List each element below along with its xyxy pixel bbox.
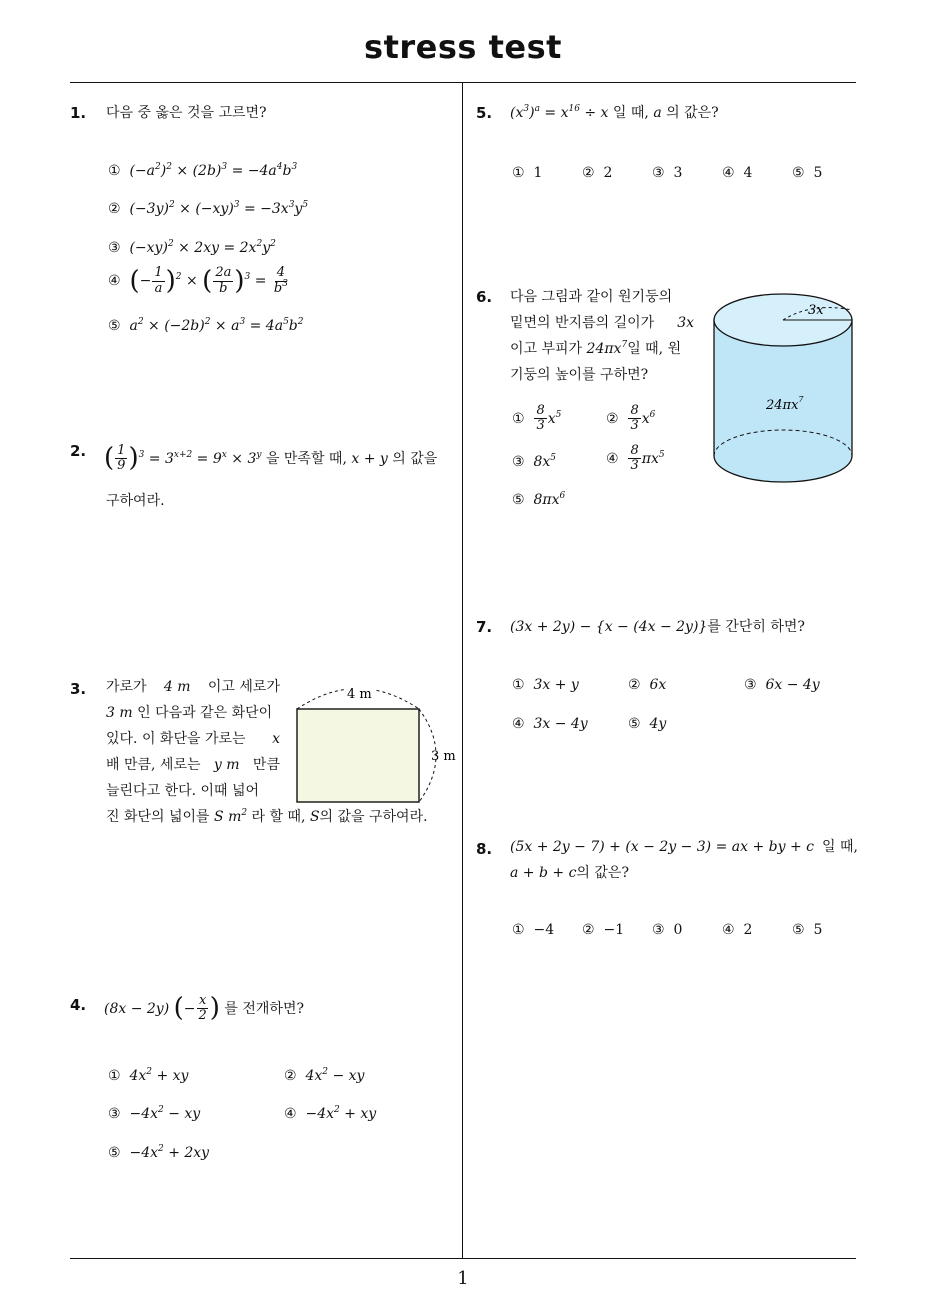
q3-number: 3.	[70, 680, 87, 698]
q8-number: 8.	[476, 840, 493, 858]
q4-option-2[interactable]: ② $4x^2$ − xy	[284, 1067, 365, 1084]
q6-prompt: 다음 그림과 같이 원기둥의 밑면의 반지름의 길이가 3x 이고 부피가 $24\pi x^7$일 때, 원 기둥의 높이를 구하면?	[510, 289, 694, 383]
option-mark: ③	[108, 240, 121, 256]
header-rule	[70, 82, 856, 83]
q7-option-2[interactable]: ② 6x	[628, 677, 667, 693]
q4-prompt: (8x − 2y) (− $\frac{x}{2}$ ) 를 전개하면?	[104, 993, 304, 1024]
page-title: stress test	[364, 28, 562, 66]
q4-number: 4.	[70, 996, 87, 1014]
footer-rule	[70, 1258, 856, 1259]
option-mark: ④	[108, 273, 121, 289]
q6-option-3[interactable]: ③ $8x^5$	[512, 453, 557, 470]
q1-option-3[interactable]: ③ $(-xy)^2 \times 2xy = 2x^2y^2$	[108, 239, 276, 256]
q6-option-1[interactable]: ① $\frac{8}{3}$ $x^5$	[512, 403, 562, 434]
q6-option-4[interactable]: ④ $\frac{8}{3}$ $\pi x^5$	[606, 443, 665, 474]
q5-option-2[interactable]: ② 2	[582, 165, 613, 181]
q7-option-5[interactable]: ⑤ 4y	[628, 716, 667, 732]
q1-number: 1.	[70, 104, 87, 122]
q4-option-1[interactable]: ① $4x^2$ + xy	[108, 1067, 189, 1084]
q2-text-2: 의 값을	[392, 450, 438, 467]
q4-option-4[interactable]: ④ $-4x^2$ + xy	[284, 1105, 377, 1122]
q1-option-4[interactable]: ④ (− $\frac{1}{a}$ )$^2$ × ( $\frac{2a}{b}$ )$^3$ = $\frac{4}{b^3}$	[108, 265, 288, 296]
page-number: 1	[457, 1268, 469, 1289]
option-mark: ①	[108, 163, 121, 179]
q1-prompt: 다음 중 옳은 것을 고르면?	[106, 105, 267, 121]
q8-option-2[interactable]: ② −1	[582, 922, 625, 938]
option-mark: ②	[108, 201, 121, 217]
q5-option-5[interactable]: ⑤ 5	[792, 165, 823, 181]
q2-prompt-line1: ( $\frac{1}{9}$ )$^3 = 3^{x+2} = 9^x \times 3^y$ 을 만족할 때, x + y 의 값을	[104, 443, 438, 474]
q8-option-1[interactable]: ① −4	[512, 922, 555, 938]
garden-rect	[297, 709, 419, 802]
radius-label: 3x	[808, 303, 824, 318]
q8-option-5[interactable]: ⑤ 5	[792, 922, 823, 938]
q8-option-3[interactable]: ③ 0	[652, 922, 683, 938]
volume-label: $24\pi x^7$	[766, 395, 804, 413]
q7-number: 7.	[476, 618, 493, 636]
option-mark: ⑤	[108, 318, 121, 334]
q7-option-1[interactable]: ① 3x + y	[512, 677, 579, 693]
column-divider	[462, 82, 463, 1258]
q7-option-3[interactable]: ③ 6x − 4y	[744, 677, 820, 693]
q3-prompt: 가로가 4 m 이고 세로가 3 m 인 다음과 같은 화단이 있다. 이 화단을 가로는 x 배 만큼, 세로는 y m 만큼 늘린다고 한다. 이때 넓어	[106, 679, 280, 799]
q4-option-3[interactable]: ③ $-4x^2$ − xy	[108, 1105, 201, 1122]
q7-prompt: (3x + 2y) − {x − (4x − 2y)}를 간단히 하면?	[510, 619, 805, 635]
q1-option-5[interactable]: ⑤ $a^2 \times (-2b)^2 \times a^3 = 4a^5b^2$	[108, 317, 304, 334]
q1-option-2[interactable]: ② $(-3y)^2 \times (-xy)^3 = -3x^3y^5$	[108, 200, 309, 217]
q5-option-1[interactable]: ① 1	[512, 165, 543, 181]
garden-figure	[288, 680, 460, 810]
q5-number: 5.	[476, 104, 493, 122]
q6-option-2[interactable]: ② $\frac{8}{3}$ $x^6$	[606, 403, 656, 434]
q4-option-5[interactable]: ⑤ $-4x^2 + 2xy$	[108, 1144, 210, 1161]
q5-option-4[interactable]: ④ 4	[722, 165, 753, 181]
q1-option-1[interactable]: ① $(-a^2)^2 \times (2b)^3 = -4a^4b^3$	[108, 162, 298, 179]
width-label: 4 m	[347, 687, 372, 702]
q8-option-4[interactable]: ④ 2	[722, 922, 753, 938]
q2-text-1: 을 만족할 때,	[265, 450, 347, 467]
q6-number: 6.	[476, 288, 493, 306]
q8-prompt: (5x + 2y − 7) + (x − 2y − 3) = ax + by + c 일 때, a + b + c의 값은?	[510, 839, 858, 881]
cylinder-figure	[708, 288, 858, 494]
q2-prompt-line2: 구하여라.	[106, 493, 165, 509]
q2-number: 2.	[70, 442, 87, 460]
height-label: 3 m	[431, 749, 456, 764]
q5-option-3[interactable]: ③ 3	[652, 165, 683, 181]
q7-option-4[interactable]: ④ 3x − 4y	[512, 716, 588, 732]
q6-option-5[interactable]: ⑤ $8\pi x^6$	[512, 491, 566, 508]
q5-prompt: $(x^3)^a = x^{16} \div x$ 일 때, a 의 값은?	[510, 104, 719, 121]
q3-prompt-last: 진 화단의 넓이를 S $m^2$ 라 할 때, S의 값을 구하여라.	[106, 808, 428, 825]
